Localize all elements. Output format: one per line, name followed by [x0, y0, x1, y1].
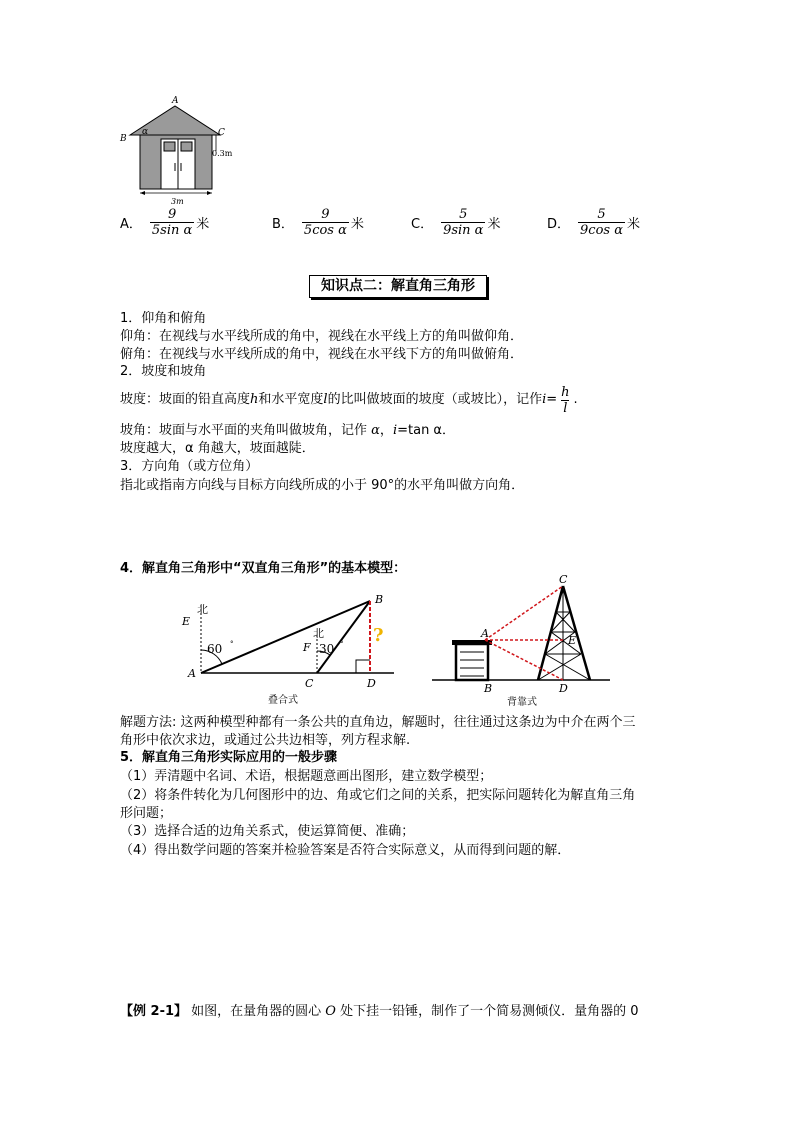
back-to-back-model-figure — [428, 572, 613, 707]
option-letter: D． — [547, 217, 571, 232]
option-d — [547, 207, 640, 238]
fig-left-60: 60 — [207, 642, 223, 656]
fig-left-question: ? — [373, 625, 384, 646]
s5-step3: （3）选择合适的边角关系式，使运算简便、准确； — [120, 824, 415, 839]
option-unit: 米 — [626, 217, 640, 232]
option-unit: 米 — [196, 217, 210, 232]
fig-left-F: F — [303, 641, 311, 654]
fig-left-north-1: 北 — [197, 603, 208, 616]
fig-left-30-deg: ° — [340, 640, 344, 648]
overlap-model-figure — [170, 585, 400, 705]
s1-heading: 1．仰角和俯角 — [120, 311, 207, 326]
house-label-A: A — [172, 96, 179, 106]
option-fraction: $\frac{9}{\text{5sin α}}$ — [151, 207, 193, 238]
s2-line3: 坡度越大，α 角越大，坡面越陡． — [120, 441, 315, 456]
fig-left-D: D — [367, 677, 376, 690]
option-fraction: $\frac{5}{\text{9sin α}}$ — [443, 207, 484, 238]
option-a — [120, 207, 209, 238]
option-letter: A． — [120, 217, 142, 232]
s2-line2: 坡角：坡面与水平面的夹角叫做坡角，记作 α，i=tan α． — [120, 423, 456, 438]
fig-right-A: A — [481, 627, 489, 640]
fig-right-B: B — [484, 682, 493, 695]
house-label-C: C — [218, 128, 225, 138]
s2-line1: 坡度：坡面的铅直高度 h 和水平宽度 l 的比叫做坡面的坡度（或坡比），记作 i = $\frac{h}{l}$ . — [120, 384, 578, 416]
house-label-B: B — [120, 134, 127, 144]
fig-left-caption: 叠合式 — [268, 695, 298, 705]
fig-left-30: 30 — [319, 642, 335, 656]
fig-left-A: A — [188, 667, 196, 680]
s5-step2b: 形问题； — [120, 806, 173, 821]
option-fraction: $\frac{9}{\text{5cos α}}$ — [303, 207, 347, 238]
fig-left-E: E — [182, 615, 191, 628]
s4-heading: 4．解直角三角形中“双直角三角形”的基本模型： — [120, 561, 407, 576]
s1-line2: 俯角：在视线与水平线所成的角中，视线在水平线下方的角叫做俯角． — [120, 347, 524, 362]
s5-step4: （4）得出数学问题的答案并检验答案是否符合实际意义，从而得到问题的解． — [120, 843, 571, 858]
fig-left-C: C — [305, 677, 314, 690]
section-title: 知识点二：解直角三角形 — [309, 275, 487, 298]
fig-right-caption: 背靠式 — [507, 697, 537, 707]
house-label-03m: 0.3m — [212, 149, 233, 158]
example-tag: 【例 2-1】 — [120, 1004, 188, 1019]
fig-right-C: C — [559, 573, 568, 586]
s5-step2a: （2）将条件转化为几何图形中的边、角或它们之间的关系，把实际问题转化为解直角三角 — [120, 788, 636, 803]
fig-right-E: E — [568, 634, 577, 647]
option-fraction: $\frac{5}{\text{9cos α}}$ — [580, 207, 623, 238]
fig-right-D: D — [559, 682, 568, 695]
s5-step1: （1）弄清题中名词、术语，根据题意画出图形，建立数学模型； — [120, 769, 493, 784]
fig-left-60-deg: ° — [230, 640, 234, 648]
s3-heading: 3．方向角（或方位角） — [120, 459, 259, 474]
fig-left-B: B — [375, 593, 384, 606]
house-label-3m: 3m — [171, 197, 184, 206]
option-unit: 米 — [350, 217, 364, 232]
option-letter: B． — [272, 217, 294, 232]
option-letter: C． — [411, 217, 434, 232]
s1-line1: 仰角：在视线与水平线所成的角中，视线在水平线上方的角叫做仰角． — [120, 329, 524, 344]
slope-fraction: $\frac{h}{l}$ — [561, 384, 570, 416]
fig-left-north-2: 北 — [313, 627, 324, 640]
option-c — [411, 207, 500, 238]
option-unit: 米 — [487, 217, 501, 232]
house-label-alpha: α — [142, 127, 149, 137]
s5-heading: 5．解直角三角形实际应用的一般步骤 — [120, 750, 338, 765]
method-line2: 角形中依次求边，或通过公共边相等，列方程求解. — [120, 733, 411, 748]
example-line: 【例 2-1】 如图，在量角器的圆心 O 处下挂一铅锤，制作了一个简易测倾仪．量角器的 0 — [120, 1004, 639, 1019]
s2-heading: 2．坡度和坡角 — [120, 364, 207, 379]
house-figure — [118, 93, 238, 213]
option-b — [272, 207, 364, 238]
method-line1: 解题方法: 这两种模型种都有一条公共的直角边，解题时，往往通过这条边为中介在两个三 — [120, 715, 636, 730]
s3-line1: 指北或指南方向线与目标方向线所成的小于 90°的水平角叫做方向角． — [120, 478, 525, 493]
